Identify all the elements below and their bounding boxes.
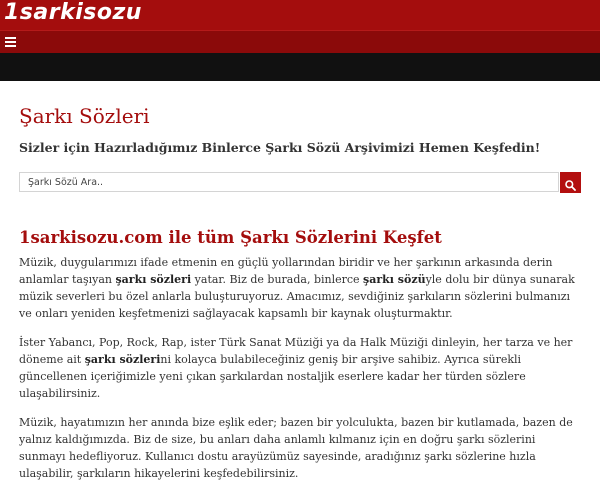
search-icon [565,180,576,191]
main-content [19,101,581,482]
black-strip [0,53,600,81]
paragraph-1: Müzik, duygularımızı ifade etmenin en güçlü yollarından biridir ve her şarkının arkasında derin anlamlar taşıyan şarkı sözleri yatar. Biz de burada, binlerce şarkı sözüyle dolu bir dünya sunarak müzik severleri bu özel anlarla buluşturuyoruz. Amacımız, sevdiğiniz şarkıların sözlerini bulmanızı ve onları yeniden keşfetmenizi sağlayacak kapsamlı bir kaynak oluşturmaktır. [19,256,575,320]
nav-bar [0,30,600,53]
hamburger-menu-icon[interactable] [5,35,16,49]
paragraph-2: İster Yabancı, Pop, Rock, Rap, ister Türk Sanat Müziği ya da Halk Müziği dinleyin, her tarza ve her döneme ait şarkı sözlerini kolayca bulabileceğiniz geniş bir arşive sahibiz. Ayrıca sürekli güncellenen içeriğimizle yeni çıkan şarkılardan nostaljik eserlere kadar her türden sözlere ulaşabilirsiniz. [19,336,573,400]
page-subtitle: Sizler için Hazırladığımız Binlerce Şarkı Sözü Arşivimizi Hemen Keşfedin! [19,140,541,155]
section-title: 1sarkisozu.com ile tüm Şarkı Sözlerini Keşfet [19,228,442,247]
keyword-bold: şarkı sözü [363,273,426,286]
search-button[interactable] [560,172,581,193]
site-logo[interactable]: 1sarkisozu [4,0,142,25]
keyword-bold: şarkı sözleri [115,273,192,286]
search-bar [19,172,581,194]
keyword-bold: şarkı sözleri [84,353,161,366]
page-title: Şarkı Sözleri [19,104,150,128]
top-header [0,0,600,30]
paragraph-3: Müzik, hayatımızın her anında bize eşlik eder; bazen bir yolculukta, bazen bir kutlamada, bazen de yalnız kaldığımızda. Biz de size, bu anları daha anlamlı kılmanız için en doğru şarkı sözlerini sunmayı hedefliyoruz. Kullanıcı dostu arayüzümüz sayesinde, aradığınız şarkı sözlerine hızla ulaşabilir, şarkıların hikayelerini keşfedebilirsiniz. [19,416,573,480]
search-input[interactable] [19,172,559,192]
